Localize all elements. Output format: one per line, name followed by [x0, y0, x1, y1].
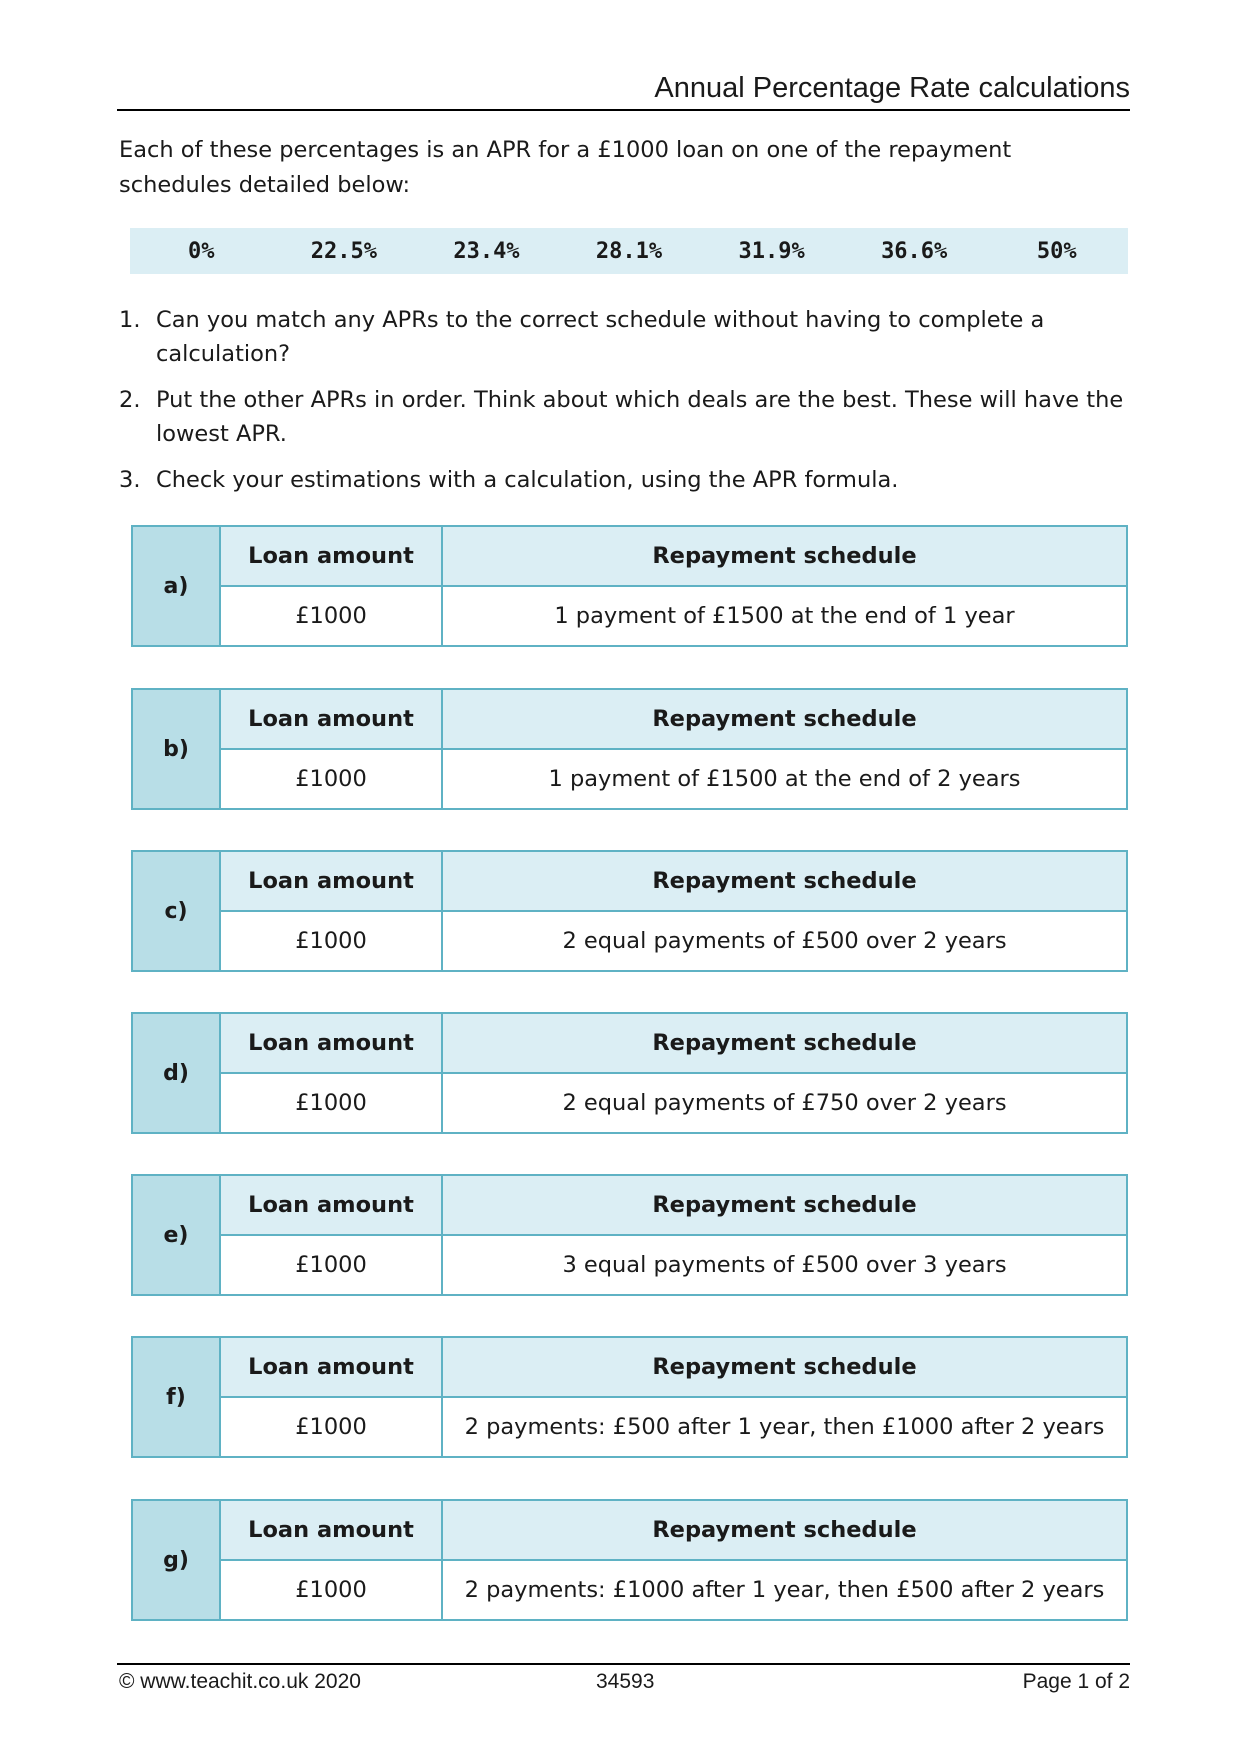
loan-amount-header: Loan amount [221, 1501, 443, 1559]
repayment-schedule-header: Repayment schedule [652, 1192, 917, 1218]
page-title: Annual Percentage Rate calculations [654, 72, 1130, 104]
apr-value: 28.1% [595, 238, 663, 264]
repayment-schedule-header: Repayment schedule [652, 706, 917, 732]
question-number: 3. [119, 467, 141, 493]
loan-label: g) [133, 1501, 221, 1619]
loan-table-e [131, 1174, 1128, 1296]
loan-amount-header: Loan amount [221, 1338, 443, 1396]
apr-values-bar [130, 228, 1128, 274]
loan-label: e) [133, 1176, 221, 1294]
question-number: 1. [119, 307, 141, 333]
repayment-schedule-header: Repayment schedule [652, 1517, 917, 1543]
footer-copyright: © www.teachit.co.uk 2020 [119, 1670, 361, 1693]
loan-label: d) [133, 1014, 221, 1132]
question-text: Can you match any APRs to the correct schedule without having to complete a calculation? [156, 307, 1045, 367]
repayment-schedule-value: 2 equal payments of £750 over 2 years [562, 1090, 1007, 1116]
loan-amount-value: £1000 [221, 912, 443, 970]
repayment-schedule-value: 2 payments: £500 after 1 year, then £1000 after 2 years [464, 1414, 1105, 1440]
loan-amount-value: £1000 [221, 1561, 443, 1619]
loan-table-c [131, 850, 1128, 972]
loan-amount-header: Loan amount [221, 1176, 443, 1234]
question-number: 2. [119, 387, 141, 413]
loan-table-g [131, 1499, 1128, 1621]
footer-resource-code: 34593 [596, 1670, 655, 1693]
apr-value: 50% [1036, 238, 1077, 264]
loan-amount-header: Loan amount [221, 852, 443, 910]
intro-text: Each of these percentages is an APR for a £1000 loan on one of the repayment schedules detailed below: [119, 137, 1012, 198]
apr-value: 31.9% [738, 238, 805, 264]
apr-value: 36.6% [881, 238, 948, 264]
loan-table-a [131, 525, 1128, 647]
header-rule [117, 109, 1130, 111]
loan-amount-value: £1000 [221, 1398, 443, 1456]
loan-amount-value: £1000 [221, 750, 443, 808]
repayment-schedule-value: 1 payment of £1500 at the end of 1 year [554, 603, 1015, 629]
loan-label: b) [133, 690, 221, 808]
footer-page-number: Page 1 of 2 [1022, 1670, 1130, 1693]
loan-amount-value: £1000 [221, 1236, 443, 1294]
loan-table-b [131, 688, 1128, 810]
apr-value: 0% [188, 238, 215, 264]
repayment-schedule-value: 3 equal payments of £500 over 3 years [562, 1252, 1007, 1278]
loan-amount-header: Loan amount [221, 527, 443, 585]
loan-table-d [131, 1012, 1128, 1134]
repayment-schedule-header: Repayment schedule [652, 868, 917, 894]
loan-amount-header: Loan amount [221, 1014, 443, 1072]
repayment-schedule-value: 2 equal payments of £500 over 2 years [562, 928, 1007, 954]
repayment-schedule-value: 2 payments: £1000 after 1 year, then £500 after 2 years [464, 1577, 1105, 1603]
footer-rule [117, 1663, 1130, 1665]
loan-label: a) [133, 527, 221, 645]
apr-value: 22.5% [310, 238, 377, 264]
question-item [119, 303, 1129, 371]
loan-label: c) [133, 852, 221, 970]
question-list [119, 303, 1129, 509]
question-text: Put the other APRs in order. Think about which deals are the best. These will have the lowest APR. [156, 387, 1124, 447]
loan-amount-value: £1000 [221, 1074, 443, 1132]
question-text: Check your estimations with a calculation, using the APR formula. [156, 467, 899, 493]
repayment-schedule-value: 1 payment of £1500 at the end of 2 years [548, 766, 1021, 792]
repayment-schedule-header: Repayment schedule [652, 543, 917, 569]
question-item [119, 383, 1129, 451]
apr-value: 23.4% [453, 238, 520, 264]
repayment-schedule-header: Repayment schedule [652, 1354, 917, 1380]
repayment-schedule-header: Repayment schedule [652, 1030, 917, 1056]
loan-amount-value: £1000 [221, 587, 443, 645]
question-item [119, 463, 1129, 497]
loan-table-f [131, 1336, 1128, 1458]
loan-label: f) [133, 1338, 221, 1456]
loan-amount-header: Loan amount [221, 690, 443, 748]
